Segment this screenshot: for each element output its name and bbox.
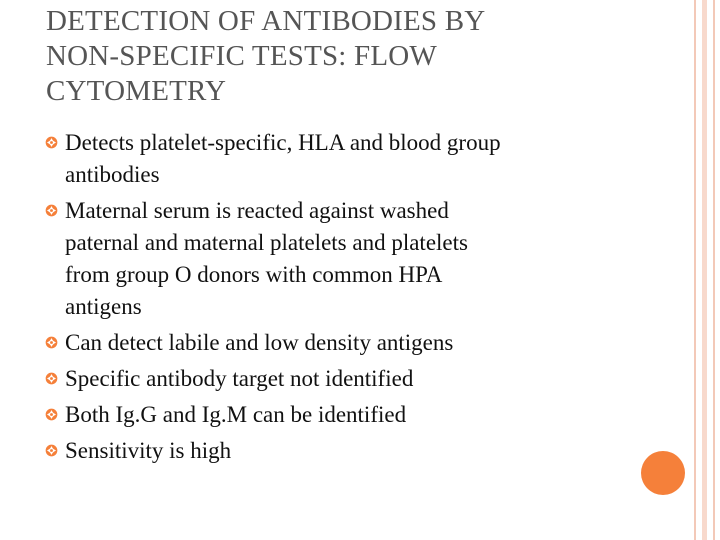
- flower-bullet-icon: [45, 444, 58, 457]
- slide-title: [46, 4, 606, 109]
- decorative-border-line: [694, 0, 696, 540]
- flower-bullet-icon: [45, 336, 58, 349]
- decorative-border-band: [702, 0, 707, 540]
- flower-bullet-icon: [45, 204, 58, 217]
- bullet-item: [45, 127, 645, 191]
- bullet-text: Both Ig.G and Ig.M can be identified: [65, 402, 407, 427]
- bullet-item: [45, 195, 645, 323]
- bullet-item: [45, 363, 645, 395]
- bullet-item: [45, 435, 645, 467]
- flower-bullet-icon: [45, 408, 58, 421]
- bullet-text: Can detect labile and low density antigens: [65, 330, 454, 355]
- title-line: CYTOMETRY: [46, 75, 227, 107]
- decorative-border-line: [713, 0, 715, 540]
- bullet-text: Maternal serum is reacted against washed paternal and maternal platelets and platelets from group O donors with common HPA antigens: [65, 198, 468, 319]
- flower-bullet-icon: [45, 136, 58, 149]
- title-line: DETECTION OF ANTIBODIES BY: [46, 5, 486, 37]
- bullet-item: [45, 327, 645, 359]
- flower-bullet-icon: [45, 372, 58, 385]
- bullet-text: Sensitivity is high: [65, 438, 232, 463]
- bullet-item: [45, 399, 645, 431]
- bullet-text: Detects platelet-specific, HLA and blood group antibodies: [65, 130, 501, 187]
- decorative-circle: [641, 451, 685, 495]
- bullet-text: Specific antibody target not identified: [65, 366, 414, 391]
- title-line: NON-SPECIFIC TESTS: FLOW: [46, 40, 437, 72]
- bullet-list: [45, 127, 645, 471]
